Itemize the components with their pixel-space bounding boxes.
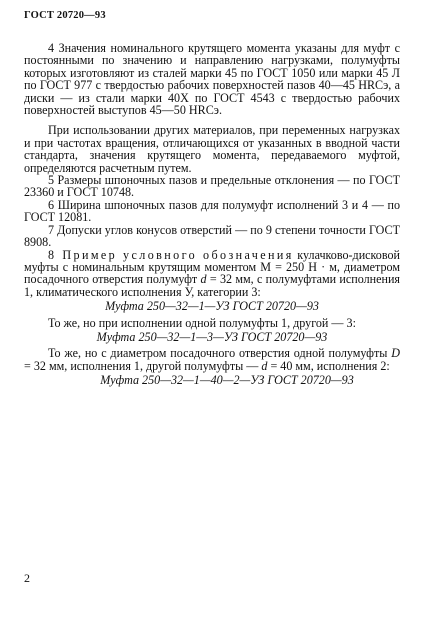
paragraph-5: 5 Размеры шпоночных пазов и предельные отклонения — по ГОСТ 23360 и ГОСТ 10748. (24, 173, 400, 200)
diameter-symbol-D: D (391, 346, 400, 361)
diameter-symbol-d: d (261, 358, 268, 373)
paragraph-10 (24, 347, 400, 372)
designation-formula-2: Муфта 250—32—1—3—УЗ ГОСТ 20720—93 (96, 329, 328, 344)
page-number: 2 (24, 571, 30, 585)
paragraph-10-text-c: = 40 мм, исполнения 2: (267, 358, 390, 373)
paragraph-10-text-b: = 32 мм, исполнения 1, другой полумуфты — (24, 358, 262, 373)
page-body (24, 42, 400, 391)
paragraph-6: 6 Ширина шпоночных пазов для полумуфт исполнений 3 и 4 — по ГОСТ 12081. (24, 197, 400, 225)
designation-formula-3: Муфта 250—32—1—40—2—УЗ ГОСТ 20720—93 (100, 373, 354, 388)
paragraph-7: 7 Допуски углов конусов отверстий — по 9 степени точности ГОСТ 8908. (24, 222, 400, 250)
paragraph-8-text-a: кулачково-дисковой муфты с номинальным крутящим моментом М = 250 Н · м, диаметром посадочного отверстия полумуфт (24, 247, 400, 287)
paragraph-8-text-b: = 32 мм, с полумуфтами исполнения 1, климатического исполнения У, категории 3: (24, 272, 400, 299)
paragraph-10-text-a: То же, но с диаметром посадочного отверстия одной полумуфты (48, 346, 392, 361)
paragraph-9: То же, но при исполнении одной полумуфты 1, другой — 3: (48, 315, 356, 330)
example-heading: 8 Пример условного обозначения (48, 247, 294, 262)
designation-formula-1: Муфта 250—32—1—УЗ ГОСТ 20720—93 (105, 299, 319, 314)
paragraph-other-materials: При использовании других материалов, при переменных нагрузках и при частотах вращения, отличающихся от указанных в вводной части стандарта, значения крутящего момента, передаваемого муфтой, определяются расчетным путем. (24, 123, 400, 175)
paragraph-4: 4 Значения номинального крутящего момента указаны для муфт с постоянными по значению и направлению нагрузками, полумуфты которых изготовляют из сталей марки 45 по ГОСТ 1050 или марки 45 Л по ГОСТ 977 с твердостью рабочих поверхностей пазов 40—45 HRCэ, а диски — из стали марки 40Х по ГОСТ 4543 с твердостью рабочих поверхностей выступов 45—50 HRCэ. (24, 41, 400, 118)
diameter-symbol: d (200, 272, 207, 287)
page-header: ГОСТ 20720—93 (24, 10, 106, 21)
paragraph-8 (24, 249, 400, 299)
